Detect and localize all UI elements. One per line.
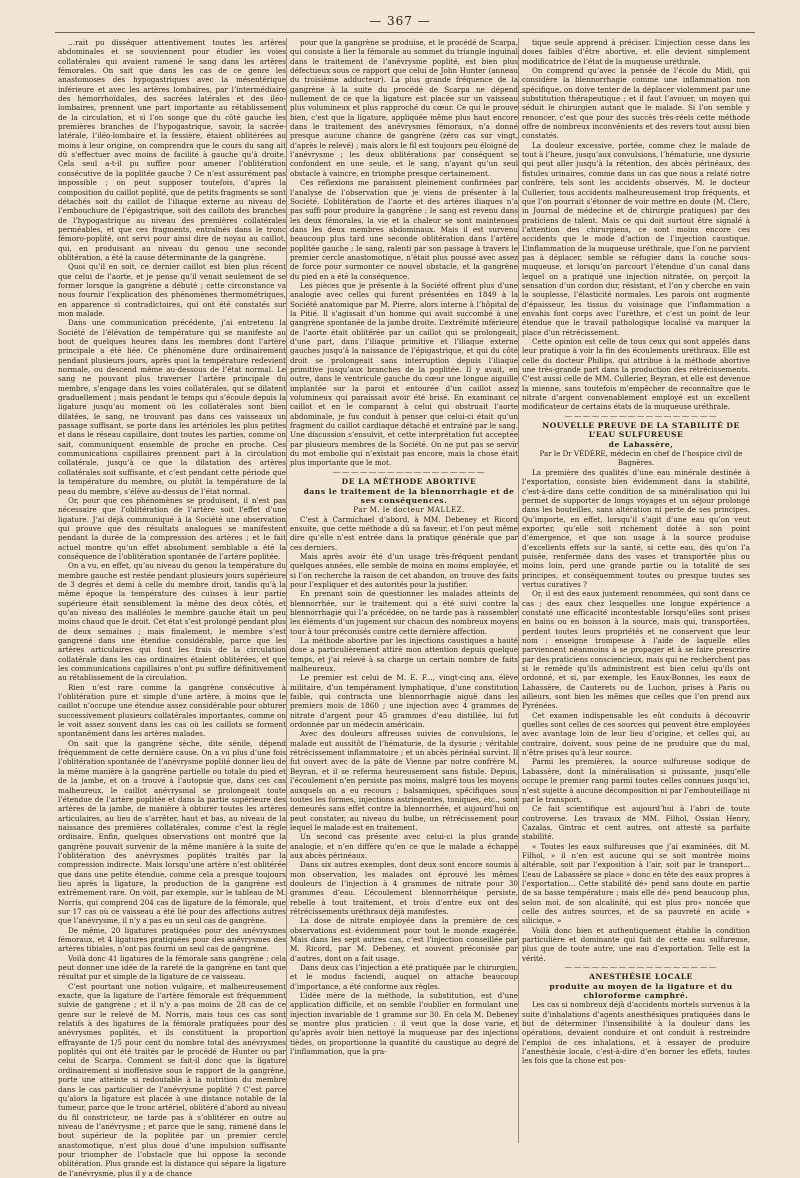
paragraph: Cette opinion est celle de tous ceux qui sont appelés dans leur pratique à voir la fin des écoulements uréthraux. Elle est celle du docteur Philips, qui attribue à la méthode abortive une très-grande part dans la production des rétrécissements. C’est aussi celle de MM. Cullerier, Beyran, et elle est devenue la mienne, sans toutefois m’empêcher de reconnaître que le nitrate d’argent convenablement employé est un excellent modificateur de certains états de la muqueuse uréthrale. [522, 337, 750, 412]
paragraph: La méthode abortive par les injections caustiques a hauté dose a particulièrement attiré mon attention depuis quelque temps, et j’ai relevé à sa charge un certain nombre de faits malheureux. [290, 636, 518, 674]
paragraph: Voilà donc 41 ligatures de la fémorale sans gangrène ; cela peut donner une idée de la rareté de la gangrène en tant que résultat pur et simple de la ligature de ce vaisseau. [58, 953, 286, 982]
paragraph: Avec des douleurs affreuses suivies de convulsions, le malade eut aussitôt de l’hématurie, de la dysurie ; véritable rétrécissement inflammatoire ; et un abcès périnéal survint. Il fut ouvert avec de la pâte de Vienne par notre confrère M. Beyran, et il se referma heureusement sans fistule. Depuis, l’écoulement n’en persiste pas moins, malgré tous les moyens auxquels on a eu recours ; balsamiques, spécifiques sous toutes les formes, injections astringentes, toniques, etc., sont demeurés sans effet contre la blennorrhée, et aujourd’hui on peut constater, au niveau du bulbe, un rétrécissement pour lequel le malade est en traitement. [290, 729, 518, 832]
page-number: — 367 — [369, 14, 431, 28]
paragraph: Dans deux cas l’injection a été pratiquée par le chirurgien, et le modus faciendi, auquel on attache beaucoup d’importance, a été conforme aux règles. [290, 963, 518, 991]
paragraph: …rait pu disséquer attentivement toutes les artères abdominales et se souviennent pour étudier les voies collatérales qui avaient ramené le sang dans les artères fémorales. On sait que dans les cas de ce genre les anastomoses des hypogastriques avec la mésentérique inférieure et avec les artères lombaires, par l’intermédiaire des hémorrhoïdales, des sacrées latérales et des iléo-lombaires, prennent une part importante au rétablissement de la circulation, et si l’on songe que du côté gauche les premières branches de l’hypogastrique, savoir, la sacrée-latérale, l’iléo-lombaire et la fessière, étaient oblitérées au moins à leur origine, on comprendra que le cours du sang ait dû s’effectuer avec moins de facilité à gauche qu’à droite. Cela seul a-t-il pu suffire pour amener l’oblitération consécutive de la poplitée gauche ? Ce n’est assurément pas impossible ; on peut supposer toutefois, d’après la composition du caillot poplité, que de petits fragments se sont détachés soit du caillot de l’iliaque externe au niveau de l’embouchure de l’épigastrique, soit des caillots des branches de l’hypogastrique au niveau des premières collatérales perméables, et que ces fragments, entraînés dans le tronc fémoro-poplité, ont servi pour ainsi dire de noyau au caillot, qui, en produisant au niveau du genou une seconde oblitération, a été la cause déterminante de la gangrène. [58, 38, 286, 262]
section-separator: ⁓⁓⁓⁓⁓⁓⁓⁓⁓⁓⁓⁓⁓⁓⁓⁓⁓ [332, 467, 486, 477]
article-title: NOUVELLE PREUVE DE LA STABILITÉ DE L’EAU SULFUREUSE [542, 421, 740, 440]
article-title: DE LA MÉTHODE ABORTIVE [341, 477, 477, 487]
paragraph: « Toutes les eaux sulfureuses que j’ai examinées, dit M. Filhol, » il n’en est aucune qui se soit montrée moins altérable, soit par l’exposition à l’air, soit par le transport... L’eau de Labassère se place » donc en tête des eaux propres à l’exportation... Cette stabilité dé» pend sans doute en partie de sa basse température ; mais elle dé» pend beaucoup plus, selon moi, de son alcalinité, qui est plus pro» noncée que celle des autres sources, et de sa pauvreté en acide » silicique. » [522, 841, 750, 926]
paragraph: tique seule apprend à préciser. L’injection cesse dans les doses faibles d’être abortive, et elle devient simplement modificatrice de l’état de la muqueuse uréthrale. [522, 38, 750, 66]
paragraph: Quoi qu’il en soit, ce dernier caillot est bien plus récent que celui de l’aorte, et je pense qu’il venait seulement de se former lorsque la gangrène a débuté ; cette circonstance va nous fournir l’explication des phénomènes thermométriques, en apparence si contradictoires, qui ont été constatés sur mon malade. [58, 262, 286, 318]
paragraph: La dose de nitrate employée dans la première de ces observations est évidemment pour tout le monde exagérée. Mais dans les sept autres cas, c’est l’injection conseillée par M. Ricord, par M. Debeney, et souvent préconisée par d’autres, dont on a fait usage. [290, 916, 518, 963]
article-title: ANESTHÉSIE LOCALE [589, 972, 693, 982]
paragraph: Dans une communication précédente, j’ai entretenu la Société de l’élévation de température qui se manifeste au bout de quelques heures dans les membres dont l’artère principale a été liée. Ce phénomène dure ordinairement pendant plusieurs jours, après quoi la température redevient normale, ou descend même au-dessous de l’état normal. Le sang ne pouvant plus traverser l’artère principale du membre, s’engage dans les voies collatérales, qui se dilatent graduellement ; mais pendant le temps qui s’écoule depuis la ligature jusqu’au moment où les collatérales sont bien dilatées, le sang, ne trouvant pas dans ces vaisseaux un passage suffisant, se porte dans les artérioles les plus petites et dans le réseau capillaire, dont toutes les parties, comme on sait, communiquent ensemble de proche en proche. Ces communications capillaires prennent part à la circulation collatérale, jusqu’à ce que la dilatation des artères collatérales soit suffisante, et c’est pendant cette période que la température du membre, ou plutôt la température de la peau du membre, s’élève au-dessus de l’état normal. [58, 318, 286, 496]
paragraph: Les cas si nombreux déjà d’accidents mortels survenus à la suite d’inhalations d’agents anesthésiques pratiquées dans le but de déterminer l’insensibilité à la douleur dans les opérations, devaient conduire et ont conduit à restreindre l’emploi de ces inhalations, et à essayer de produire l’anesthésie locale, c’est-à-dire d’en borner les effets, toutes les fois que la chose est pos- [522, 1000, 750, 1066]
paragraph: pour que la gangrène se produise, et le procédé de Scarpa, qui consiste à lier la fémorale au sommet du triangle inguinal dans le traitement de l’anévrysme poplité, est bien plus défectueux sous ce rapport que celui de John Hunter (anneau du troisième adducteur). La plus grande fréquence de la gangrène à la suite du procédé de Scarpa ne dépend nullement de ce que la ligature est placée sur un vaisseau plus volumineux et plus rapproché du cœur. Ce qui le prouve bien, c’est que la ligature, appliquée même plus haut encore dans le traitement des anévrysmes fémoraux, n’a donné presque aucune chance de gangrène (zéro cas sur vingt, d’après le relevé) ; mais alors le fil est toujours peu éloigné de l’anévrysme ; les deux oblitérations par conséquent se confondent en une seule, et le sang, n’ayant qu’un seul obstacle à vaincre, en triomphe presque certainement. [290, 38, 518, 178]
paragraph: Les pièces que je présente à la Société offrent plus d’une analogie avec celles qui furent présentées en 1849 à la Société anatomique par M. Pierre, alors interne à l’hôpital de la Pitié. Il s’agissait d’un homme qui avait succombé à une gangrène spontanée de la jambe droite. L’extrémité inférieure de l’aorte était oblitérée par un caillot qui se prolongeait, d’une part, dans l’iliaque primitive et l’iliaque externe gauches jusqu’à la naissance de l’épigastrique, et qui du côté droit se prolongeait sans interruption depuis l’iliaque primitive jusqu’aux branches de la poplitée. Il y avait, en outre, dans le ventricule gauche du cœur une longue aiguille implantée sur la paroi et entourée d’un caillot assez volumineux qui paraissait avoir été brisé. En examinant ce caillot et en le comparant à celui qui obstruait l’aorte abdominale, je fus conduit à penser que celui-ci était qu’un fragment du caillot cardiaque détaché et entraîné par le sang. Une discussion s’ensuivit, et cette interprétation fut acceptée par plusieurs membres de la Société. On ne put pas se servir du mot embolie qui n’existait pas encore, mais la chose était plus importante que le mot. [290, 280, 518, 468]
paragraph: C’est à Carmichael d’abord, à MM. Debeney et Ricord ensuite, que cette méthode a dû sa faveur, et l’on peut même dire qu’elle n’est entrée dans la pratique générale que par ces derniers. [290, 514, 518, 552]
paragraph: La première des qualités d’une eau minérale destinée à l’exportation, consiste bien évidemment dans la stabilité, c’est-à-dire dans cette condition de sa minéralisation qui lui permet de supporter de longs voyages et un séjour prolongé dans les bouteilles, sans altération ni perte de ses principes. Qu’importe, en effet, lorsqu’il s’agit d’une eau qu’on veut exporter, qu’elle soit richement dotée à son point d’émergence, et que son usage à la source produise d’excellents effets sur la santé, si cette eau, dès qu’on l’a puisée, renfermée dans des vases et transportée plus ou moins loin, perd une grande partie ou la totalité de ses principes, et conséquemment toutes ou presque toutes ses vertus curatives ? [522, 467, 750, 589]
section-separator: ⁓⁓⁓⁓⁓⁓⁓⁓⁓⁓⁓⁓⁓⁓⁓⁓⁓ [564, 411, 718, 421]
paragraph: Un second cas présente avec celui-ci la plus grande analogie, et n’en diffère qu’en ce que le malade a échappé aux abcès périnéaux. [290, 832, 518, 860]
paragraph: Ce fait scientifique est aujourd’hui à l’abri de toute controverse. Les travaux de MM. Filhol, Ossian Henry, Cazalas, Gintrac et cent autres, ont attesté sa parfaite stabilité. [522, 804, 750, 842]
paragraph: On comprend qu’avec la pensée de l’école du Midi, qui considère la blennorrhagie comme une inflammation non spécifique, on doive tenter de la déplacer violemment par une substitution thérapeutique ; et il faut l’avouer, un moyen qui séduit le chirurgien autant que le malade. Si l’on semble y renoncer, c’est que pour des succès très-réels cette méthode offre de nombreux inconvénients et des revers tout aussi bien constatés. [522, 66, 750, 141]
paragraph: On sait que la gangrène sèche, dite sénile, dépend fréquemment de cette dernière cause. On a vu plus d’une fois l’oblitération spontanée de l’anévrysme poplité donner lieu de la même manière à la gangrène partielle ou totale du pied et de la jambe, et on a trouvé à l’autopsie que, dans ces cas malheureux, le caillot anévrysmal se prolongeait toute l’étendue de l’artère poplitée et dans la partie supérieure des artères de la jambe, de manière à obturer toutes les artères articulaires, au lieu de s’arrêter, haut et bas, au niveau de la naissance des premières collatérales, comme c’est la règle ordinaire. Enfin, quelques observations ont montré que la gangrène pouvait survenir de la même manière à la suite de l’oblitération des anévrysmes poplités traités par la compression indirecte. Mais lorsqu’une artère n’est oblitérée que dans une petite étendue, comme cela a presque toujours lieu après la ligature, la production de la gangrène est extrêmement rare. On voit, par exemple, sur le tableau de M. Norris, qui comprend 204 cas de ligature de la fémorale, que sur 17 cas où ce vaisseau a été lié pour des affections autres que l’anévrysme, il n’y a pas eu un seul cas de gangrène. [58, 738, 286, 926]
paragraph: Le premier est celui de M. E. F..., vingt-cinq ans, élève militaire, d’un tempérament lymphatique, d’une constitution faible, qui contracta une blennorrhagie aiguë dans les premiers mois de 1860 ; une injection avec 4 grammes de nitrate d’argent pour 45 grammes d’eau distillée, lui fut ordonnée par un médecin américain. [290, 673, 518, 730]
paragraph: Parmi les premières, la source sulfureuse sodique de Labassère, dont la minéralisation si puissante, jusqu’elle occupe le premier rang parmi toutes celles connues jusqu’ici, n’est sujette à aucune décomposition ni par l’embouteillage ni par le transport. [522, 757, 750, 804]
article-author: Par le Dr VÉDÈRE, médecin en chef de l’hospice civil de Bagnères. [539, 449, 743, 468]
column-divider [286, 38, 287, 1143]
article-subtitle: dans le traitement de la blennorrhagie et de ses conséquences. [303, 486, 515, 505]
paragraph: De même, 20 ligatures pratiquées pour des anévrysmes fémoraux, et 4 ligatures pratiquées pour des anévrysmes des artères tibiales, n’ont pas fourni un seul cas de gangrène. [58, 925, 286, 954]
paragraph: Dans six autres exemples, dont deux sont encore soumis à mon observation, les malades ont éprouvé les mêmes douleurs de l’injection à 4 grammes de nitrate pour 30 grammes d’eau. L’écoulement blennorrhéique persiste, rebelle à tout traitement, et trois d’entre eux ont des rétrécissements uréthraux déjà manifestes. [290, 860, 518, 916]
paragraph: On a vu, en effet, qu’au niveau du genou la température du membre gauche est restée pendant plusieurs jours supérieure de 3 degrés et demi à celle du membre droit, tandis qu’à la même époque la température des cuisses à leur partie supérieure était sensiblement la même des deux côtés, et qu’au niveau des malléoles le membre gauche était un peu moins chaud que le droit. Cet état s’est prolongé pendant plus de deux semaines ; mais finalement, le membre s’est gangrené dans une étendue considérable, parce que les artères articulaires qui font les frais de la circulation collatérale dans les cas ordinaires étaient oblitérées, et que les communications capillaires n’ont pu suffire définitivement au rétablissement de la circulation. [58, 561, 286, 683]
paragraph: Voilà donc bien et authentiquement établie la condition particulière et dominante qui fait de cette eau sulfureuse, plus que de toute autre, une eau d’exportation. Telle est la vérité. [522, 925, 750, 963]
paragraph: Or, pour que ces phénomènes se produisent, il n’est pas nécessaire que l’oblitération de l’artère soit l’effet d’une ligature. J’ai déjà communiqué à la Société une observation qui prouve que des résultats analogues se manifestent pendant la durée de la compression des artères ; et le fait actuel montre qu’un effet absolument semblable a été la conséquence de l’oblitération spontanée de l’artère poplitée. [58, 495, 286, 561]
column-2 [290, 38, 518, 1148]
section-separator: ⁓⁓⁓⁓⁓⁓⁓⁓⁓⁓⁓⁓⁓⁓⁓⁓⁓ [564, 963, 718, 973]
paragraph: La douleur excessive, portée, comme chez le malade de tout à l’heure, jusqu’aux convulsions, l’hématurie, une dysurie qui peut aller jusqu’à la rétention, des abcès périnéaux, des fistules urinaires, comme dans un cas que nous a relaté notre confrère, tels sont les accidents observés. M. le docteur Cullerier, tous accidents malheureusement trop fréquents, et que l’on pourrait s’étonner de voir mettre en doute (M. Clerc, in Journal de médecine et de chirurgie pratiques) par des praticiens de talent. Mais ce qui doit surtout être signalé à l’attention des chirurgiens, ce sont moins encore ces accidents que le mode d’action de l’injection caustique. L’inflammation de la muqueuse uréthrale, que l’on ne parvient pas à déplacer, semble se réfugier dans la couche sous-muqueuse, et lorsqu’on parcourt l’étendue d’un canal dans lequel on a pratiqué une injection nitratée, on perçoit la sensation d’un cordon dur, résistant, et l’on y cherche en vain la souplesse, l’élasticité normales. Les parois ont augmenté d’épaisseur, les tissus du voisinage que l’inflammation a envahis font corps avec l’urèthre, et c’est un point de leur étendue que le travail pathologique localisé va marquer la place d’un rétrécissement. [522, 140, 750, 337]
article-subtitle: de Labassère, [608, 439, 674, 449]
paragraph: Or, il est des eaux justement renommées, qui sont dans ce cas ; des eaux chez lesquelles une longue expérience a constaté une efficacité incontestable lorsqu’elles sont prises en bains ou en boisson à la source, mais qui, transportées, perdent toutes leurs propriétés et ne conservent que leur nom : enseigne trompeuse à l’aide de laquelle elles parviennent néanmoins à se propager et à se faire prescrire par des praticiens consciencieux, mais qui ne recherchent pas si le remède qu’ils administrent est bien celui qu’ils ont ordonné, et si, par exemple, les Eaux-Bonnes, les eaux de Labassère, de Cauterets ou de Luchon, prises à Paris ou ailleurs, sont bien les mêmes que celles que l’on prend aux Pyrénées. [522, 589, 750, 711]
paragraph: Ces réflexions me paraissent pleinement confirmées par l’analyse de l’observation que je viens de présenter à la Société. L’oblitération de l’aorte et des artères iliaques n’a pas suffi pour produire la gangrène ; le sang est revenu dans les deux fémorales, la vie et la chaleur se sont maintenues dans les deux membres abdominaux. Mais il est survenu beaucoup plus tard une seconde oblitération dans l’artère poplitée gauche ; le sang, ralenti par son passage à travers le premier cercle anastomotique, n’était plus poussé avec assez de force pour surmonter ce nouvel obstacle, et la gangrène du pied en a été la conséquence. [290, 178, 518, 281]
paragraph: Rien n’est rare comme la gangrène consécutive à l’oblitération pure et simple d’une artère, à moins que le caillot n’occupe une étendue assez considérable pour obturer successivement plusieurs collatérales importantes, comme on le voit assez souvent dans les cas où les caillots se forment spontanément dans les artères malades. [58, 682, 286, 739]
article-author: Par M. le docteur MALLEZ. [353, 505, 465, 515]
column-1 [58, 38, 286, 1178]
paragraph: Mais après avoir été d’un usage très-fréquent pendant quelques années, elle semble de moins en moins employée, et si l’on recherche la raison de cet abandon, on trouve des faits pour l’expliquer et des autorités pour la justifier. [290, 551, 518, 589]
article-subtitle: produite au moyen de la ligature et du chloroforme camphré. [549, 981, 733, 1001]
column-3 [522, 38, 750, 1148]
paragraph: En prenant soin de questionner les malades atteints de blennorrhée, sur le traitement qui a été suivi contre la blennorrhagie qui l’a précédée, on ne tarde pas à rassembler les éléments d’un jugement sur chacun des nombreux moyens tour à tour préconisés contre cette dernière affection. [290, 589, 518, 636]
paragraph: Cet examen indispensable les eût conduits à découvrir quelles sont celles de ces sources qui peuvent être employées avec avantage loin de leur lieu d’origine, et celles qui, au contraire, doivent, sous peine de ne produire que du mal, n’être prises qu’à leur source. [522, 710, 750, 758]
column-divider [518, 38, 519, 1143]
header-rule [55, 32, 755, 33]
paragraph: L’idée mère de la méthode, la substitution, est d’une application difficile, et on semble l’oublier en formulant une injection invariable de 1 gramme sur 30. En cela M. Debeney se montre plus praticien : il veut que la dose varie, et qu’après avoir bien nettoyé la muqueuse par des injections tièdes, on proportionne la quantité du caustique au degré de l’inflammation, que la pra- [290, 991, 518, 1057]
paragraph: C’est pourtant une notion vulgaire, et malheureusement exacte, que la ligature de l’artère fémorale est fréquemment suivie de gangrène ; et il n’y a pas moins de 28 cas de ce genre sur le relevé de M. Norris, mais tous ces cas sont relatifs à des ligatures de la fémorale pratiquées pour des anévrysmes poplités, et ils constituent la proportion effrayante de 1/5 pour cent du nombre total des anévrysmes poplités qui ont été traités par le procédé de Hunter ou par celui de Scarpa. Comment se fait-il donc que la ligature ordinairement si inoffensive sous le rapport de la gangrène, porte une atteinte si redoutable à la nutrition du membre dans le cas particulier de l’anévrysme poplité ? C’est parce qu’alors la ligature est placée à une distance notable de la tumeur, parce que le tronc artériel, oblitéré d’abord au niveau du fil constricteur, ne tarde pas à s’oblitérer en outre au niveau de l’anévrysme ; et parce que le sang, ramené dans le bout supérieur de la poplitée par un premier cercle anastomotique, n’est plus doué d’une impulsion suffisante pour triompher de l’obstacle que lui oppose la seconde oblitération. Plus grande est la distance qui sépare la ligature de l’anévrysme, plus il y a de chance [58, 981, 286, 1178]
